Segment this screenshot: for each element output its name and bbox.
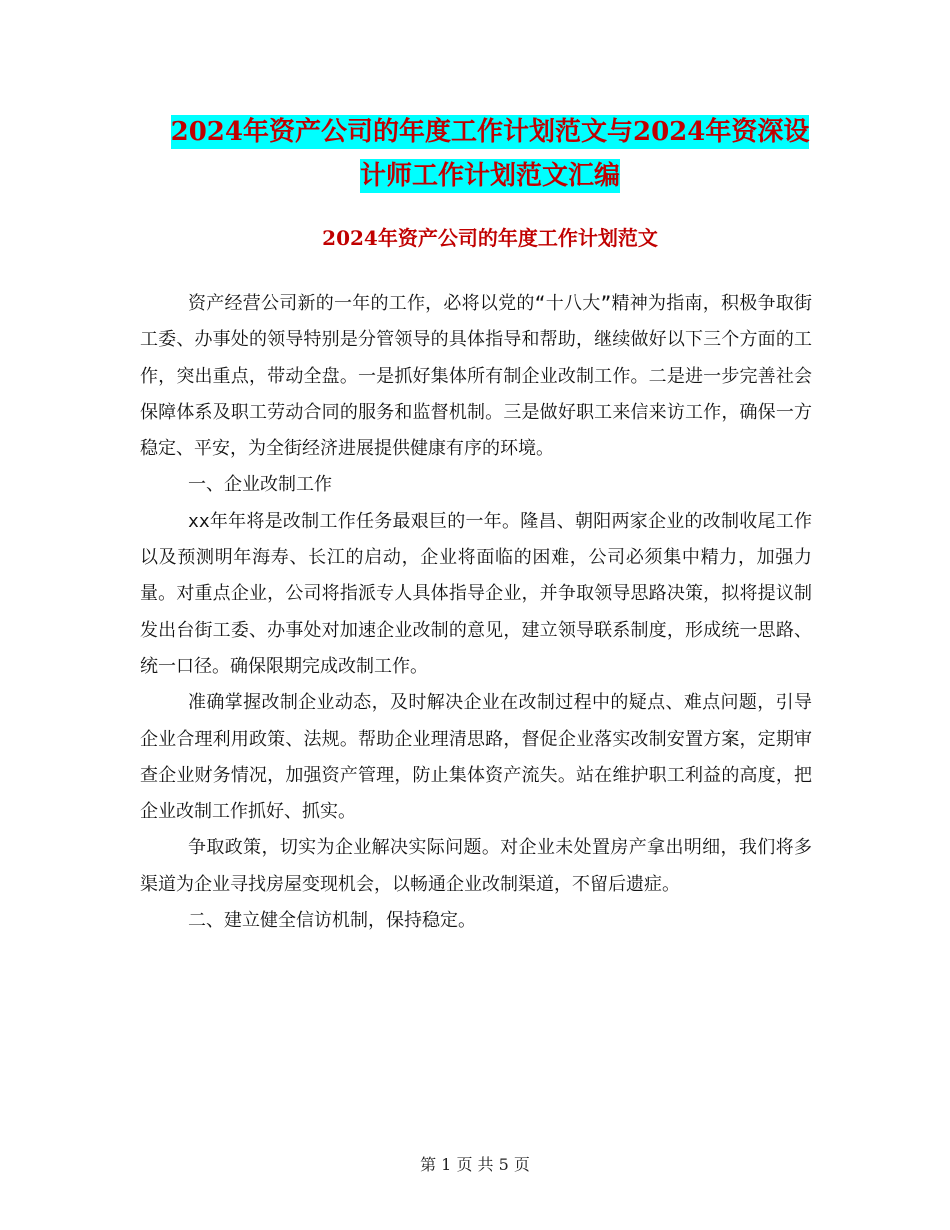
paragraph: 准确掌握改制企业动态，及时解决企业在改制过程中的疑点、难点问题，引导企业合理利用政策、法规。帮助企业理清思路，督促企业落实改制安置方案，定期审查企业财务情况，加强资产管理，防止集体资产流失。站在维护职工利益的高度，把企业改制工作抓好、抓实。 [140,692,812,823]
document-title-line-1 [140,108,840,156]
paragraph: 资产经营公司新的一年的工作，必将以党的“十八大”精神为指南，积极争取街工委、办事处的领导特别是分管领导的具体指导和帮助，继续做好以下三个方面的工作，突出重点，带动全盘。一是抓好集体所有制企业改制工作。二是进一步完善社会保障体系及职工劳动合同的服务和监督机制。三是做好职工来信来访工作，确保一方稳定、平安，为全街经济进展提供健康有序的环境。 [140,293,812,460]
paragraph: 二、建立健全信访机制，保持稳定。 [188,910,476,932]
section-title: 2024年资产公司的年度工作计划范文 [322,226,658,250]
title-highlight: 计师工作计划范文汇编 [359,161,620,191]
document-body [140,286,812,939]
paragraph: xx年年将是改制工作任务最艰巨的一年。隆昌、朝阳两家企业的改制收尾工作以及预测明年海寿、长江的启动，企业将面临的困难，公司必须集中精力，加强力量。对重点企业，公司将指派专人具体指导企业，并争取领导思路决策，拟将提议制发出台街工委、办事处对加速企业改制的意见，建立领导联系制度，形成统一思路、统一口径。确保限期完成改制工作。 [140,510,812,677]
paragraph: 一、企业改制工作 [188,474,332,496]
page-footer: 第 1 页 共 5 页 [420,1155,530,1174]
title-highlight: 2024年资产公司的年度工作计划范文与2024年资深设 [170,117,810,147]
paragraph: 争取政策，切实为企业解决实际问题。对企业未处置房产拿出明细，我们将多渠道为企业寻找房屋变现机会，以畅通企业改制渠道，不留后遗症。 [140,837,812,895]
document-title-line-2 [140,152,840,200]
